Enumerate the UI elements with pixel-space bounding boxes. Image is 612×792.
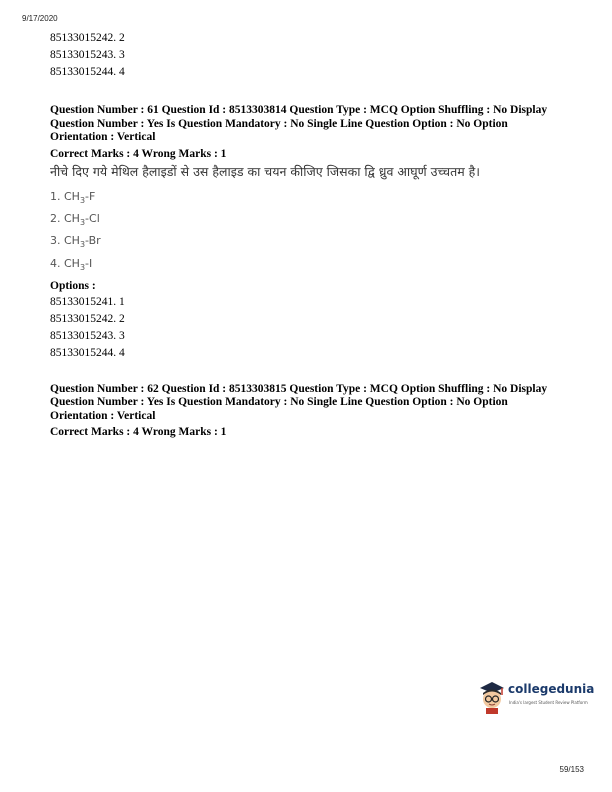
- print-date: 9/17/2020: [22, 14, 58, 23]
- option-line: 85133015243. 3: [50, 49, 125, 61]
- option-line: 85133015242. 2: [50, 312, 125, 325]
- collegedunia-logo: [478, 680, 595, 718]
- question-meta: Orientation : Vertical: [50, 409, 156, 422]
- question-marks: Correct Marks : 4 Wrong Marks : 1: [50, 426, 227, 439]
- page-number: 59/153: [559, 765, 584, 774]
- options-label: Options :: [50, 279, 96, 292]
- logo-tagline: India's largest Student Review Platform: [509, 700, 588, 705]
- mascot-icon: [478, 680, 506, 714]
- choice-item: 2. $CH_3-Cl$: [50, 212, 100, 228]
- question-meta: Orientation : Vertical: [50, 131, 156, 143]
- question-meta: Question Number : 62 Question Id : 8513303815 Question Type : MCQ Option Shuffling : No Display: [50, 382, 548, 395]
- choice-item: 4. $CH_3-I$: [50, 256, 93, 272]
- option-line: 85133015241. 1: [50, 295, 125, 308]
- question-61: [50, 104, 570, 362]
- question-meta: Question Number : 61 Question Id : 8513303814 Question Type : MCQ Option Shuffling : No Display: [50, 104, 548, 116]
- choice-item: 1. $CH_3-F$: [50, 190, 96, 206]
- option-line: 85133015244. 4: [50, 346, 125, 359]
- option-line: 85133015243. 3: [50, 329, 125, 342]
- choice-list: [50, 188, 570, 277]
- question-text: नीचे दिए गये मेथिल हैलाइडों से उस हैलाइड का चयन कीजिए जिसका द्वि ध्रुव आघूर्ण उच्चतम है।: [50, 164, 481, 179]
- choice-item: 3. $CH_3-Br$: [50, 234, 101, 250]
- question-meta: Question Number : Yes Is Question Mandatory : No Single Line Question Option : No Option: [50, 396, 508, 409]
- logo-wordmark: collegedunia: [508, 682, 595, 696]
- question-62: [50, 383, 570, 440]
- option-line: 85133015244. 4: [50, 66, 125, 78]
- question-meta: Question Number : Yes Is Question Mandatory : No Single Line Question Option : No Option: [50, 117, 508, 130]
- question-marks: Correct Marks : 4 Wrong Marks : 1: [50, 147, 227, 160]
- document-body: [50, 30, 570, 440]
- option-line: 85133015242. 2: [50, 32, 125, 44]
